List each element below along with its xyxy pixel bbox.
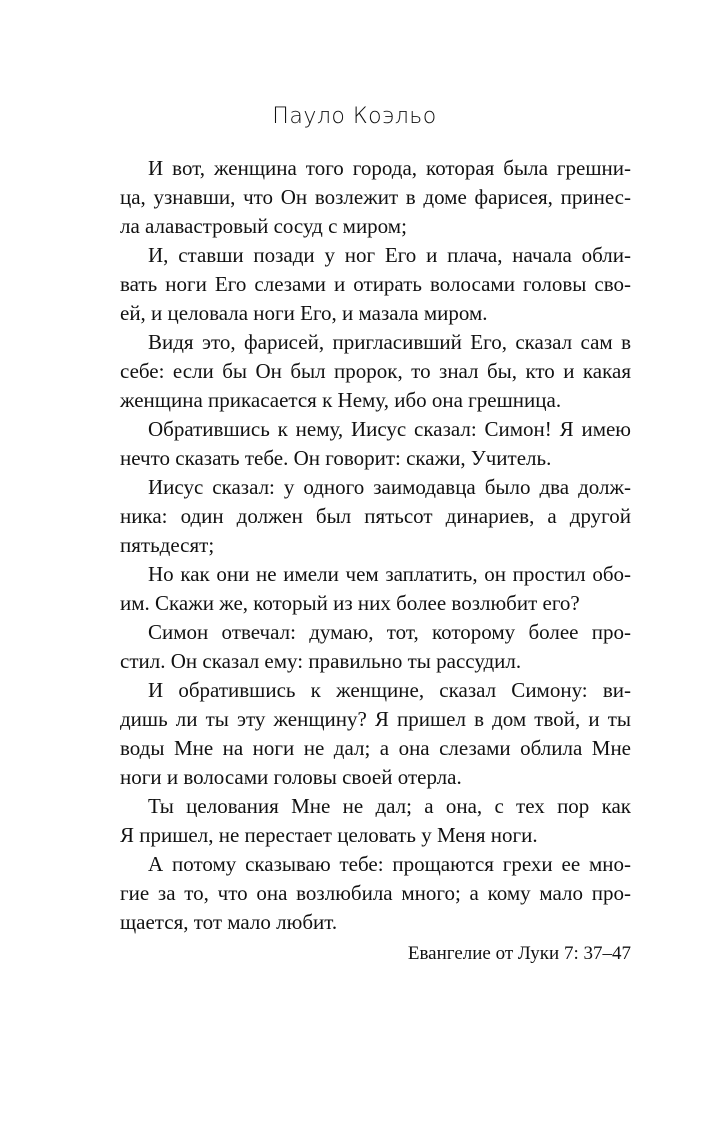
text-line: Видя это, фарисей, пригласивший Его, сказал сам в [148,330,631,354]
text-line: ноги и волосами головы своей отерла. [120,765,462,789]
text-line: дишь ли ты эту женщину? Я пришел в дом твой, и ты [120,707,631,731]
text-line: воды Мне на ноги не дал; а она слезами облила Мне [120,736,631,760]
scripture-quote [120,154,631,968]
text-line: щается, тот мало любит. [120,910,338,934]
text-line: Иисус сказал: у одного заимодавца было два долж- [148,475,631,499]
text-line: нечто сказать тебе. Он говорит: скажи, Учитель. [120,446,552,470]
text-line: И, ставши позади у ног Его и плача, начала обли- [148,243,631,267]
verse-paragraph [120,241,631,328]
verse-paragraph [120,676,631,792]
text-line: пятьдесят; [120,533,215,557]
text-line: ца, узнавши, что Он возлежит в доме фарисея, принес- [120,185,631,209]
text-line: Симон отвечал: думаю, тот, которому более про- [148,620,631,644]
verse-paragraph [120,560,631,618]
verse-paragraph [120,473,631,560]
verse-paragraph [120,618,631,676]
text-line: ника: один должен был пятьсот динариев, а другой [120,504,631,528]
text-line: Обратившись к нему, Иисус сказал: Симон! Я имею [148,417,631,441]
text-line: И обратившись к женщине, сказал Симону: ви- [148,678,631,702]
text-line: И вот, женщина того города, которая была грешни- [148,156,631,180]
verse-paragraph [120,792,631,850]
running-header-author: Пауло Коэльо [272,104,437,129]
text-line: ла алавастровый сосуд с миром; [120,214,407,238]
verse-paragraph [120,850,631,937]
text-line: стил. Он сказал ему: правильно ты рассудил. [120,649,522,673]
text-line: гие за то, что она возлюбила много; а кому мало про- [120,881,631,905]
verse-paragraph [120,328,631,415]
text-line: Но как они не имели чем заплатить, он простил обо- [148,562,631,586]
verse-paragraph [120,415,631,473]
text-line: Я пришел, не перестает целовать у Меня ноги. [120,823,538,847]
verse-paragraph [120,154,631,241]
text-line: себе: если бы Он был пророк, то знал бы, кто и какая [120,359,631,383]
text-line: ей, и целовала ноги Его, и мазала миром. [120,301,488,325]
text-line: Ты целования Мне не дал; а она, с тех пор как [148,794,631,818]
citation-source: Евангелие от Луки 7: 37–47 [407,943,631,964]
text-line: женщина прикасается к Нему, ибо она грешница. [120,388,562,412]
text-line: вать ноги Его слезами и отирать волосами головы сво- [120,272,631,296]
text-line: А потому сказываю тебе: прощаются грехи ее мно- [148,852,631,876]
text-line: им. Скажи же, который из них более возлюбит его? [120,591,580,615]
